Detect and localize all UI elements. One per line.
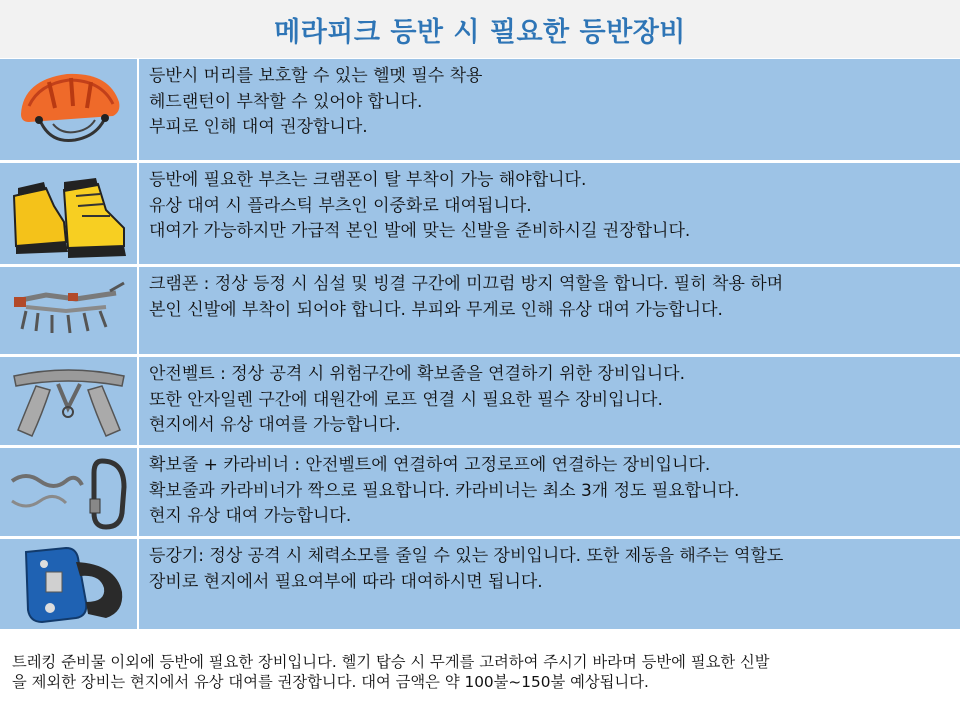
ascender-description	[140, 539, 960, 629]
lanyard-description	[140, 448, 960, 536]
harness-description	[140, 357, 960, 445]
text-line: 헤드랜턴이 부착할 수 있어야 합니다.	[149, 91, 423, 112]
equipment-row-lanyard	[0, 448, 960, 536]
helmet-description	[140, 59, 960, 160]
equipment-row-boots	[0, 163, 960, 264]
climbing-helmet-image	[0, 59, 139, 160]
lanyard-carabiner-image	[0, 448, 139, 536]
text-line: 등반에 필요한 부츠는 크램폰이 탈 부착이 가능 해야합니다.	[149, 170, 587, 190]
text-line: 대여가 가능하지만 가급적 본인 발에 맞는 신발을 준비하시길 권장합니다.	[149, 221, 691, 241]
text-line: 확보줄과 카라비너가 짝으로 필요합니다. 카라비너는 최소 3개 정도 필요합니다.	[149, 480, 740, 501]
footer-line: 을 제외한 장비는 현지에서 유상 대여를 권장합니다. 대여 금액은 약 100불~150불 예상됩니다.	[12, 673, 649, 691]
page-title: 메라피크 등반 시 필요한 등반장비	[274, 16, 686, 48]
text-line: 크램폰 : 정상 등정 시 심설 및 빙결 구간에 미끄럼 방지 역할을 합니다. 필히 착용 하며	[149, 274, 784, 294]
harness-image	[0, 357, 139, 445]
equipment-row-ascender	[0, 539, 960, 629]
text-line: 현지에서 유상 대여를 가능합니다.	[149, 415, 401, 435]
text-line: 부피로 인해 대여 권장합니다.	[149, 117, 368, 137]
boots-description	[140, 163, 960, 264]
text-line: 확보줄 + 카라비너 : 안전벨트에 연결하여 고정로프에 연결하는 장비입니다.	[149, 455, 711, 475]
text-line: 등강기: 정상 공격 시 체력소모를 줄일 수 있는 장비입니다. 또한 제동을 해주는 역할도	[149, 546, 784, 566]
crampons-image	[0, 267, 139, 354]
text-line: 등반시 머리를 보호할 수 있는 헬멧 필수 착용	[149, 66, 483, 86]
title-bar	[0, 0, 960, 58]
text-line: 또한 안자일렌 구간에 대원간에 로프 연결 시 필요한 필수 장비입니다.	[149, 389, 663, 410]
crampons-description	[140, 267, 960, 354]
mountaineering-boots-image	[0, 163, 139, 264]
text-line: 유상 대여 시 플라스틱 부츠인 이중화로 대여됩니다.	[149, 195, 532, 216]
footer-note	[12, 652, 952, 692]
text-line: 장비로 현지에서 필요여부에 따라 대여하시면 됩니다.	[149, 571, 543, 592]
text-line: 본인 신발에 부착이 되어야 합니다. 부피와 무게로 인해 유상 대여 가능합니다.	[149, 299, 723, 320]
equipment-row-harness	[0, 357, 960, 445]
text-line: 안전벨트 : 정상 공격 시 위험구간에 확보줄을 연결하기 위한 장비입니다.	[149, 364, 686, 384]
equipment-row-crampons	[0, 267, 960, 354]
ascender-image	[0, 539, 139, 629]
equipment-row-helmet	[0, 59, 960, 160]
footer-line: 트레킹 준비물 이외에 등반에 필요한 장비입니다. 헬기 탑승 시 무게를 고려하여 주시기 바라며 등반에 필요한 신발	[12, 653, 770, 671]
text-line: 현지 유상 대여 가능합니다.	[149, 506, 352, 526]
